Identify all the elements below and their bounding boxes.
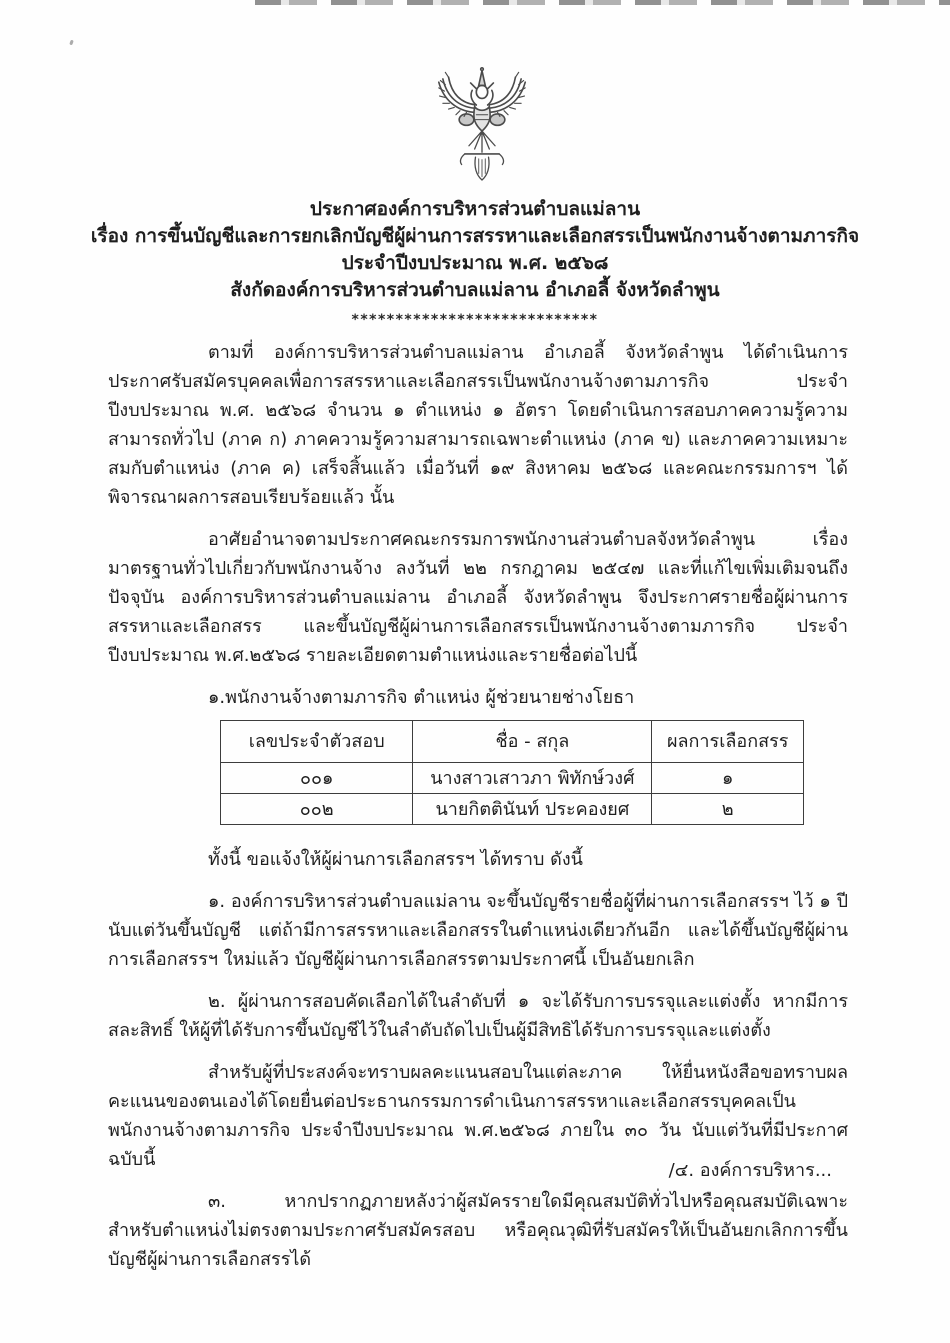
cell-result: ๑ bbox=[652, 763, 804, 794]
title-block bbox=[70, 196, 880, 334]
cell-exam-no: ๐๐๒ bbox=[221, 794, 413, 825]
doc-agency-title: ประกาศองค์การบริหารส่วนตำบลแม่ลาน bbox=[309, 198, 641, 220]
doc-affiliation-line: สังกัดองค์การบริหารส่วนตำบลแม่ลาน อำเภอลี้ จังหวัดลำพูน bbox=[230, 279, 720, 301]
notice-item-2: ๒. ผู้ผ่านการสอบคัดเลือกได้ในลำดับที่ ๑ จะได้รับการบรรจุและแต่งตั้ง หากมีการสละสิทธิ์ ให้ผู้ที่ได้รับการขึ้นบัญชีไว้ในลำดับถัดไปเป็นผู้มีสิทธิได้รับการบรรจุและแต่งตั้ง bbox=[108, 991, 848, 1041]
table-row bbox=[221, 763, 804, 794]
doc-subject-line: เรื่อง การขึ้นบัญชีและการยกเลิกบัญชีผู้ผ่านการสรรหาและเลือกสรรเป็นพนักงานจ้างตามภารกิจ bbox=[90, 225, 860, 247]
table-header-row bbox=[221, 721, 804, 763]
results-table bbox=[220, 720, 804, 825]
document-body bbox=[108, 338, 848, 1287]
notice-intro: ทั้งนี้ ขอแจ้งให้ผู้ผ่านการเลือกสรรฯ ได้ทราบ ดังนี้ bbox=[208, 849, 583, 870]
col-header-result: ผลการเลือกสรร bbox=[652, 721, 804, 763]
page-continuation-marker: /๔. องค์การบริหาร... bbox=[668, 1160, 832, 1181]
position-heading: ๑.พนักงานจ้างตามภารกิจ ตำแหน่ง ผู้ช่วยนายช่างโยธา bbox=[208, 687, 635, 708]
doc-fiscal-year-line: ประจำปีงบประมาณ พ.ศ. ๒๕๖๘ bbox=[341, 252, 609, 274]
col-header-name: ชื่อ - สกุล bbox=[413, 721, 652, 763]
table-row bbox=[221, 794, 804, 825]
cell-name: นางสาวเสาวภา พิทักษ์วงศ์ bbox=[413, 763, 652, 794]
paragraph-background: ตามที่ องค์การบริหารส่วนตำบลแม่ลาน อำเภอลี้ จังหวัดลำพูน ได้ดำเนินการประกาศรับสมัครบุคคลเพื่อการสรรหาและเลือกสรรเป็นพนักงานจ้างตามภารกิจ ประจำปีงบประมาณ พ.ศ. ๒๕๖๘ จำนวน ๑ ตำแหน่ง ๑ อัตรา โดยดำเนินการสอบภาคความรู้ความสามารถทั่วไป (ภาค ก) ภาคความรู้ความสามารถเฉพาะตำแหน่ง (ภาค ข) และภาคความเหมาะสมกับตำแหน่ง (ภาค ค) เสร็จสิ้นแล้ว เมื่อวันที่ ๑๙ สิงหาคม ๒๕๖๘ และคณะกรรมการฯ ได้พิจารณาผลการสอบเรียบร้อยแล้ว นั้น bbox=[108, 342, 848, 508]
score-request-paragraph: สำหรับผู้ที่ประสงค์จะทราบผลคะแนนสอบในแต่ละภาค ให้ยื่นหนังสือขอทราบผลคะแนนของตนเองได้โดยยื่นต่อประธานกรรมการดำเนินการสรรหาและเลือกสรรบุคคลเป็นพนักงานจ้างตามภารกิจ ประจำปีงบประมาณ พ.ศ.๒๕๖๘ ภายใน ๓๐ วัน นับแต่วันที่มีประกาศฉบับนี้ bbox=[108, 1062, 848, 1170]
notice-item-1: ๑. องค์การบริหารส่วนตำบลแม่ลาน จะขึ้นบัญชีรายชื่อผู้ที่ผ่านการเลือกสรรฯ ไว้ ๑ ปี นับแต่วันขึ้นบัญชี แต่ถ้ามีการสรรหาและเลือกสรรในตำแหน่งเดียวกันอีก และได้ขึ้นบัญชีผู้ผ่านการเลือกสรรฯ ใหม่แล้ว บัญชีผู้ผ่านการเลือกสรรตามประกาศนี้ เป็นอันยกเลิก bbox=[108, 891, 848, 970]
col-header-exam-no: เลขประจำตัวสอบ bbox=[221, 721, 413, 763]
cell-name: นายกิตตินันท์ ประคองยศ bbox=[413, 794, 652, 825]
scan-artifact-speck bbox=[69, 40, 74, 46]
paragraph-authority: อาศัยอำนาจตามประกาศคณะกรรมการพนักงานส่วนตำบลจังหวัดลำพูน เรื่อง มาตรฐานทั่วไปเกี่ยวกับพนักงานจ้าง ลงวันที่ ๒๒ กรกฎาคม ๒๕๔๗ และที่แก้ไขเพิ่มเติมจนถึงปัจจุบัน องค์การบริหารส่วนตำบลแม่ลาน อำเภอลี้ จังหวัดลำพูน จึงประกาศรายชื่อผู้ผ่านการสรรหาและเลือกสรร และขึ้นบัญชีผู้ผ่านการเลือกสรรเป็นพนักงานจ้างตามภารกิจ ประจำปีงบประมาณ พ.ศ.๒๕๖๘ รายละเอียดตามตำแหน่งและรายชื่อต่อไปนี้ bbox=[108, 529, 848, 666]
cell-result: ๒ bbox=[652, 794, 804, 825]
garuda-emblem bbox=[0, 64, 950, 190]
notice-item-3: ๓. หากปรากฏภายหลังว่าผู้สมัครรายใดมีคุณสมบัติทั่วไปหรือคุณสมบัติเฉพาะสำหรับตำแหน่งไม่ตรงตามประกาศรับสมัครสอบ หรือคุณวุฒิที่รับสมัครให้เป็นอันยกเลิกการขึ้นบัญชีผู้ผ่านการเลือกสรรได้ bbox=[108, 1191, 848, 1270]
scan-artifact-strip bbox=[255, 0, 950, 5]
title-divider: **************************** bbox=[351, 312, 599, 328]
cell-exam-no: ๐๐๑ bbox=[221, 763, 413, 794]
